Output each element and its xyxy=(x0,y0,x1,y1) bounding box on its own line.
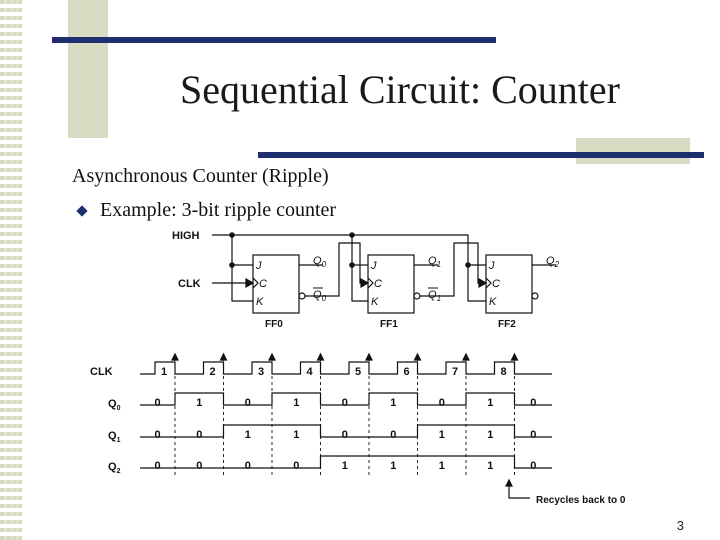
flipflop-label: FF2 xyxy=(498,319,516,330)
qbar-label: $Q_1$ xyxy=(428,289,442,303)
signal-value: 1 xyxy=(244,429,251,441)
page-number: 3 xyxy=(676,518,684,533)
signal-value: 1 xyxy=(390,397,397,409)
slide-title: Sequential Circuit: Counter xyxy=(180,67,620,112)
circuit-diagram xyxy=(172,230,560,330)
signal-value: 0 xyxy=(390,429,397,441)
ff0-j-node xyxy=(230,263,234,267)
edge-arrow xyxy=(512,354,518,360)
pin-c-label: C xyxy=(492,278,500,290)
clock-arrow xyxy=(479,279,486,287)
signal-value: 0 xyxy=(244,397,251,409)
pin-k-label: K xyxy=(371,296,379,308)
pin-j-label: J xyxy=(256,260,262,272)
flipflop-label: FF0 xyxy=(265,319,283,330)
clk-pulse-number: 5 xyxy=(355,366,362,378)
q-label: $Q_1$ xyxy=(428,255,442,269)
signal-value: 0 xyxy=(196,460,203,472)
clk-pulse-number: 1 xyxy=(161,366,168,378)
edge-arrow xyxy=(318,354,324,360)
clk-pulse-number: 3 xyxy=(258,366,265,378)
q-label: $Q_0$ xyxy=(313,255,327,269)
edge-arrow xyxy=(269,354,275,360)
signal-value: 0 xyxy=(154,460,161,472)
qbar-label: $Q_0$ xyxy=(313,289,327,303)
signal-value: 0 xyxy=(154,429,161,441)
signal-value: 1 xyxy=(438,429,445,441)
clk-arrow xyxy=(246,279,253,287)
timing-clk-label: CLK xyxy=(90,366,113,378)
edge-arrow xyxy=(172,354,178,360)
recycle-note: Recycles back to 0 xyxy=(536,495,626,506)
timing-diagram xyxy=(90,354,626,506)
edge-arrow xyxy=(415,354,421,360)
recycle-arrow-line xyxy=(509,482,530,498)
ff0-jk-wire xyxy=(232,235,253,301)
signal-value: 0 xyxy=(196,429,203,441)
pin-j-label: J xyxy=(489,260,495,272)
ff1-j-node xyxy=(350,263,354,267)
signal-value: 0 xyxy=(293,460,300,472)
clk-pulse-number: 4 xyxy=(306,366,313,378)
signal-value: 0 xyxy=(530,460,537,472)
signal-label: $Q_0$ xyxy=(108,398,121,412)
signal-value: 1 xyxy=(438,460,445,472)
edge-arrow xyxy=(366,354,372,360)
bullet-text: Example: 3-bit ripple counter xyxy=(100,199,337,221)
pin-j-label: J xyxy=(371,260,377,272)
signal-value: 1 xyxy=(487,460,494,472)
clk-pulse-number: 7 xyxy=(452,366,459,378)
section-heading: Asynchronous Counter (Ripple) xyxy=(72,165,329,187)
pin-k-label: K xyxy=(256,296,264,308)
clk-waveform xyxy=(140,362,552,374)
signal-value: 1 xyxy=(196,397,203,409)
clk-pulse-number: 8 xyxy=(500,366,507,378)
high-label: HIGH xyxy=(172,230,200,242)
signal-value: 0 xyxy=(438,397,445,409)
clk-pulse-number: 6 xyxy=(403,366,410,378)
signal-value: 1 xyxy=(293,397,300,409)
qbar-bubble xyxy=(532,293,538,299)
circuit-clk-label: CLK xyxy=(178,278,201,290)
signal-value: 1 xyxy=(293,429,300,441)
signal-value: 0 xyxy=(154,397,161,409)
signal-value: 0 xyxy=(530,397,537,409)
recycle-arrow-head xyxy=(506,480,512,486)
signal-value: 0 xyxy=(341,429,348,441)
signal-value: 0 xyxy=(530,429,537,441)
pin-k-label: K xyxy=(489,296,497,308)
clock-arrow xyxy=(361,279,368,287)
signal-label: $Q_2$ xyxy=(108,461,121,475)
signal-value: 1 xyxy=(390,460,397,472)
signal-value: 1 xyxy=(341,460,348,472)
signal-value: 1 xyxy=(487,397,494,409)
signal-value: 0 xyxy=(244,460,251,472)
signal-value: 0 xyxy=(341,397,348,409)
signal-value: 1 xyxy=(487,429,494,441)
pin-c-label: C xyxy=(259,278,267,290)
signal-label: $Q_1$ xyxy=(108,430,121,444)
edge-arrow xyxy=(463,354,469,360)
qbar-bubble xyxy=(414,293,420,299)
clk-pulse-number: 2 xyxy=(209,366,216,378)
edge-arrow xyxy=(221,354,227,360)
qbar-bubble xyxy=(299,293,305,299)
q-label: $Q_2$ xyxy=(546,255,560,269)
flipflop-label: FF1 xyxy=(380,319,398,330)
pin-c-label: C xyxy=(374,278,382,290)
ff2-j-node xyxy=(466,263,470,267)
